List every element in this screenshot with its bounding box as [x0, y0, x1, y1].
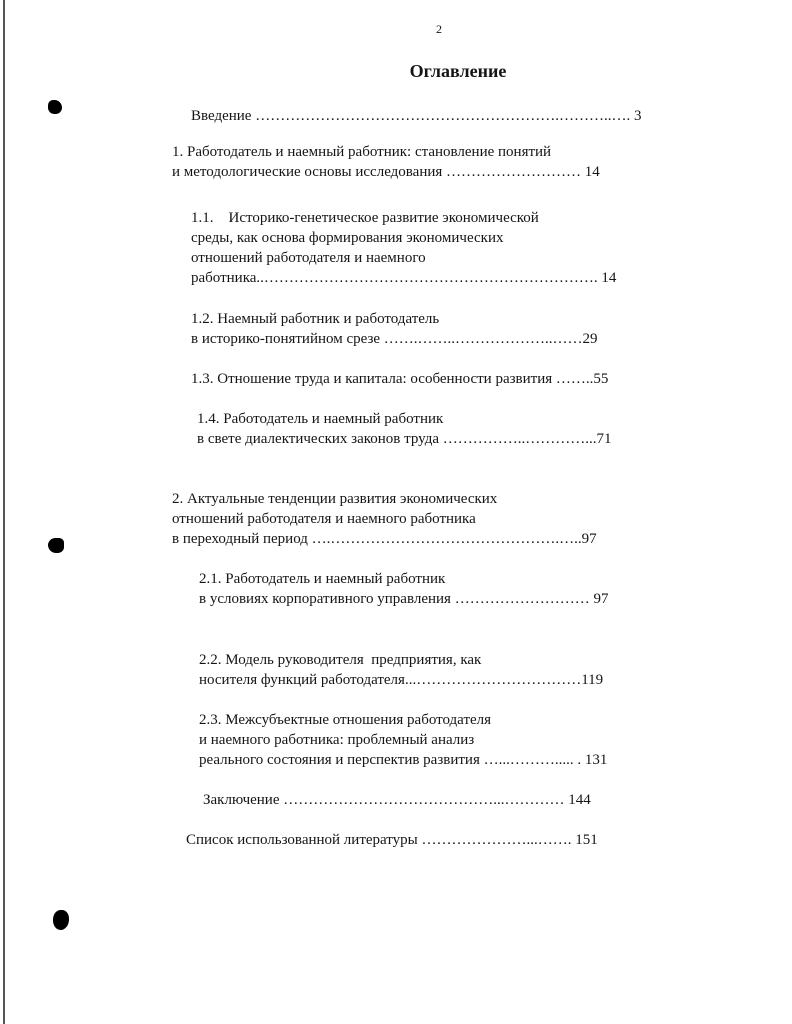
- toc-entry-section-1-3: 1.3. Отношение труда и капитала: особенности развития ……..55: [191, 371, 609, 387]
- toc-entry-section-2-1: 2.1. Работодатель и наемный работник: [199, 571, 446, 587]
- toc-entry-section-2-2: 2.2. Модель руководителя предприятия, как: [199, 652, 482, 668]
- toc-entry-chapter-2: 2. Актуальные тенденции развития экономических: [172, 491, 498, 507]
- toc-entry-section-1-2: 1.2. Наемный работник и работодатель: [191, 311, 440, 327]
- ink-blot: [48, 100, 62, 114]
- toc-entry-intro: Введение …………………………………………………….………..…. 3: [191, 108, 642, 124]
- ink-blot: [48, 538, 64, 553]
- toc-entry-section-1-1: 1.1. Историко-генетическое развитие экономической: [191, 210, 539, 226]
- toc-entry-section-1-4: 1.4. Работодатель и наемный работник: [197, 411, 444, 427]
- toc-entry-conclusion: Заключение ……………………………………...………… 144: [203, 792, 591, 808]
- toc-entry-section-1-2: в историко-понятийном срезе …….……..………………..……29: [191, 331, 598, 347]
- toc-entry-section-1-4: в свете диалектических законов труда ……………..…………...71: [197, 431, 612, 447]
- ink-blot: [53, 910, 69, 930]
- toc-entry-chapter-1: и методологические основы исследования ……………………… 14: [172, 164, 600, 180]
- scan-edge-line: [3, 0, 5, 1024]
- toc-entry-section-1-1: среды, как основа формирования экономических: [191, 230, 504, 246]
- toc-entry-section-1-1: отношений работодателя и наемного: [191, 250, 426, 266]
- toc-entry-section-2-3: реального состояния и перспектив развития …...………..... . 131: [199, 752, 608, 768]
- toc-entry-section-2-3: и наемного работника: проблемный анализ: [199, 732, 475, 748]
- toc-entry-references: Список использованной литературы …………………...……. 151: [186, 832, 598, 848]
- toc-entry-section-1-1: работника..…………………………………………………………. 14: [191, 270, 617, 286]
- toc-entry-chapter-1: 1. Работодатель и наемный работник: становление понятий: [172, 144, 552, 160]
- toc-entry-section-2-1: в условиях корпоративного управления ……………………… 97: [199, 591, 609, 607]
- toc-entry-section-2-2: носителя функций работодателя...……………………………119: [199, 672, 604, 688]
- page-title: Оглавление: [409, 61, 507, 81]
- toc-entry-chapter-2: в переходный период ….……………………………………….…..97: [172, 531, 597, 547]
- toc-entry-chapter-2: отношений работодателя и наемного работника: [172, 511, 476, 527]
- toc-entry-section-2-3: 2.3. Межсубъектные отношения работодателя: [199, 712, 492, 728]
- page-number: 2: [436, 22, 442, 36]
